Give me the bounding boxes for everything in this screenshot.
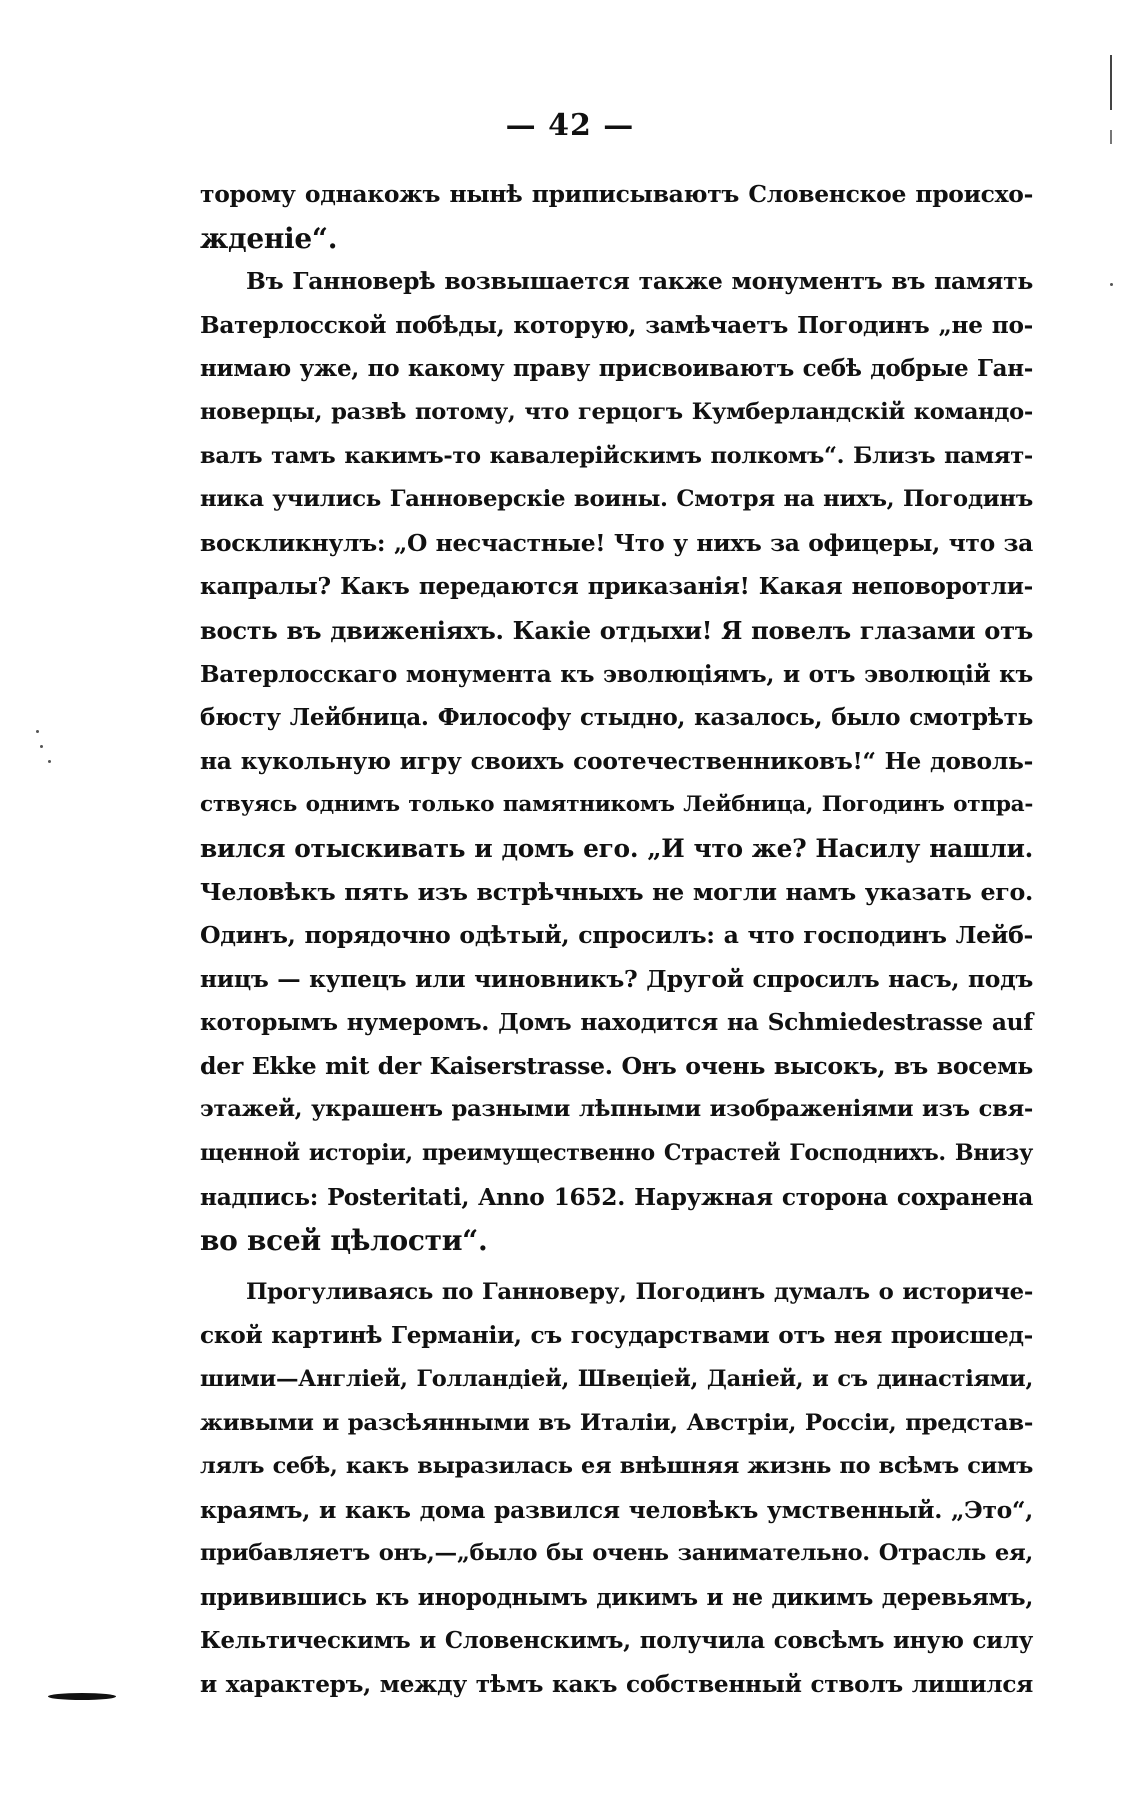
text-line: шими—Англіей, Голландіей, Швеціей, Даніей, и съ династіями, <box>200 1366 1033 1393</box>
body-text <box>200 173 1033 1707</box>
text-line: Кельтическимъ и Словенскимъ, получила совсѣмъ иную силу <box>200 1627 1033 1654</box>
text-line: жденіе“. <box>200 221 338 255</box>
text-line: воскликнулъ: „О несчастные! Что у нихъ за офицеры, что за <box>200 528 1033 557</box>
text-line: привившись къ инороднымъ дикимъ и не дикимъ деревьямъ, <box>200 1584 1033 1611</box>
text-line: валъ тамъ какимъ-то кавалерійскимъ полкомъ“. Близъ памят- <box>200 442 1033 469</box>
text-line: Въ Ганноверѣ возвышается также монументъ въ память <box>246 267 1033 296</box>
text-line: вость въ движеніяхъ. Какіе отдыхи! Я повелъ глазами отъ <box>200 615 1033 645</box>
text-line: живыми и разсѣянными въ Италіи, Австріи, Россіи, представ- <box>200 1409 1033 1436</box>
text-line: этажей, украшенъ разными лѣпными изображеніями изъ свя- <box>200 1096 1033 1123</box>
text-line: торому однакожъ нынѣ приписываютъ Словенское происхо- <box>200 180 1033 208</box>
text-line: der Ekke mit der Kaiserstrasse. Онъ очень высокъ, въ восемь <box>200 1051 1033 1080</box>
text-line: щенной исторіи, преимущественно Страстей Господнихъ. Внизу <box>200 1140 1033 1167</box>
text-line: Одинъ, порядочно одѣтый, спросилъ: а что господинъ Лейб- <box>200 921 1033 950</box>
text-line: вился отыскивать и домъ его. „И что же? Насилу нашли. <box>200 833 1033 863</box>
scan-speck <box>36 730 39 733</box>
text-line: Человѣкъ пять изъ встрѣчныхъ не могли намъ указать его. <box>200 877 1033 906</box>
text-line: ствуясь однимъ только памятникомъ Лейбница, Погодинъ отпра- <box>200 792 1033 818</box>
text-line: ской картинѣ Германіи, съ государствами отъ нея происшед- <box>200 1322 1033 1350</box>
text-line: ницъ — купецъ или чиновникъ? Другой спросилъ насъ, подъ <box>200 964 1033 993</box>
text-line: бюсту Лейбница. Философу стыдно, казалось, было смотрѣть <box>200 704 1033 732</box>
text-line: краямъ, и какъ дома развился человѣкъ умственный. „Это“, <box>200 1495 1033 1524</box>
text-line: и характеръ, между тѣмъ какъ собственный стволъ лишился <box>200 1671 1033 1699</box>
text-line: новерцы, развѣ потому, что герцогъ Кумберландскій командо- <box>200 398 1033 425</box>
text-line: надпись: Posteritati, Anno 1652. Наружная сторона сохранена <box>200 1183 1033 1211</box>
text-line: которымъ нумеромъ. Домъ находится на Schmiedestrasse auf <box>200 1009 1033 1037</box>
text-line: ника учились Ганноверскіе воины. Смотря на нихъ, Погодинъ <box>200 486 1033 513</box>
scan-speck <box>1110 283 1113 286</box>
scan-margin-dash <box>48 1693 116 1700</box>
scan-edge-mark <box>1110 55 1112 110</box>
scan-speck <box>40 745 43 748</box>
text-line: во всей цѣлости“. <box>200 1224 488 1258</box>
text-line: Прогуливаясь по Ганноверу, Погодинъ думалъ о историче- <box>246 1278 1033 1305</box>
page-number: — 42 — <box>505 108 635 143</box>
text-line: нимаю уже, по какому праву присвоиваютъ себѣ добрые Ган- <box>200 355 1033 383</box>
text-line: капралы? Какъ передаются приказанія! Какая неповоротли- <box>200 573 1033 601</box>
scan-edge-mark <box>1110 130 1112 144</box>
text-line: прибавляетъ онъ,—„было бы очень занимательно. Отрасль ея, <box>200 1540 1033 1567</box>
text-line: на кукольную игру своихъ соотечественниковъ!“ Не доволь- <box>200 746 1033 775</box>
scan-speck <box>48 760 51 763</box>
text-line: лялъ себѣ, какъ выразилась ея внѣшняя жизнь по всѣмъ симъ <box>200 1453 1033 1480</box>
text-line: Ватерлосской побѣды, которую, замѣчаетъ Погодинъ „не по- <box>200 311 1033 339</box>
text-line: Ватерлосскаго монумента къ эволюціямъ, и отъ эволюцій къ <box>200 660 1033 688</box>
